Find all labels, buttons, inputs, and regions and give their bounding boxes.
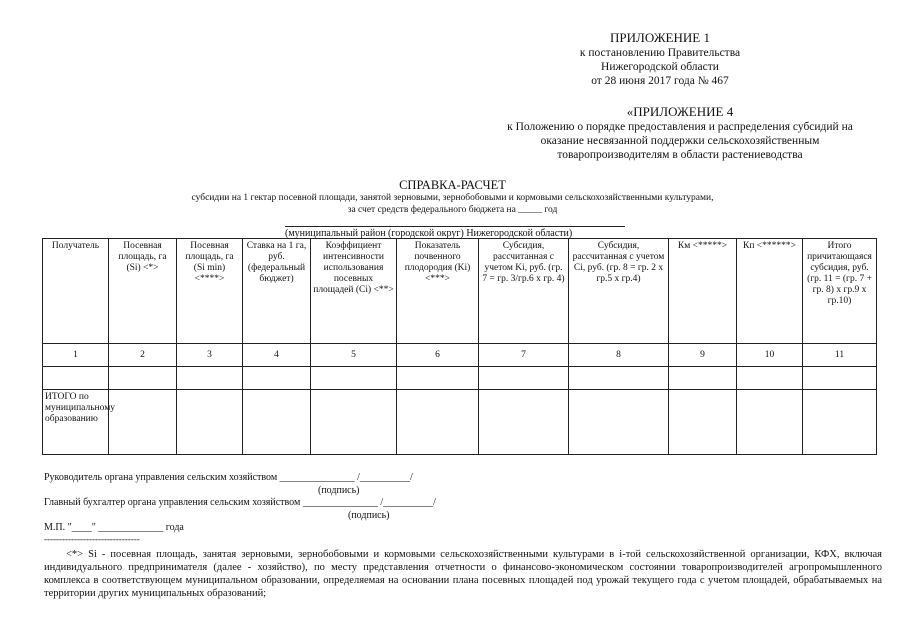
accountant-signature-line: Главный бухгалтер органа управления сельским хозяйством _______________ /__________/ — [44, 497, 436, 508]
column-number: 4 — [243, 344, 311, 367]
header-cell: Получатель — [43, 239, 109, 344]
annex-4-line: к Положению о порядке предоставления и распределения субсидий на — [507, 121, 853, 133]
table-cell — [569, 390, 669, 455]
annex-4-heading: «ПРИЛОЖЕНИЕ 4 — [626, 104, 734, 119]
table-cell — [397, 390, 479, 455]
header-cell: Посевная площадь, га (Si min) <****> — [177, 239, 243, 344]
annex-4-line: товаропроизводителям в области растениеводства — [557, 149, 803, 161]
header-cell: Посевная площадь, га (Si) <*> — [109, 239, 177, 344]
column-number: 2 — [109, 344, 177, 367]
accountant-signature-caption: (подпись) — [348, 510, 390, 521]
column-number: 9 — [669, 344, 737, 367]
table-cell — [43, 367, 109, 390]
head-signature-caption: (подпись) — [318, 485, 360, 496]
head-signature-line: Руководитель органа управления сельским хозяйством _______________ /__________/ — [44, 472, 413, 483]
table-cell — [737, 390, 803, 455]
document-subtitle — [60, 192, 845, 216]
table-cell — [737, 367, 803, 390]
column-number: 7 — [479, 344, 569, 367]
table-cell — [109, 390, 177, 455]
table-cell — [479, 367, 569, 390]
table-header-row — [43, 239, 877, 344]
table-cell — [397, 367, 479, 390]
annex-1-line: Нижегородской области — [601, 61, 719, 73]
district-caption: (муниципальный район (городской округ) Нижегородской области) — [285, 226, 625, 239]
table-cell — [311, 367, 397, 390]
table-cell — [669, 367, 737, 390]
table-cell — [177, 367, 243, 390]
table-cell — [569, 367, 669, 390]
column-number: 8 — [569, 344, 669, 367]
annex-1-heading: ПРИЛОЖЕНИЕ 1 — [610, 30, 710, 45]
header-cell: Коэффициент интенсивности использования посевных площадей (Ci) <**> — [311, 239, 397, 344]
column-number: 3 — [177, 344, 243, 367]
table-cell — [311, 390, 397, 455]
header-cell: Ставка на 1 га, руб. (федеральный бюджет) — [243, 239, 311, 344]
header-cell: Показатель почвенного плодородия (Ki) <***> — [397, 239, 479, 344]
column-number: 5 — [311, 344, 397, 367]
header-cell: Итого причитающаяся субсидия, руб. (гр. 11 = (гр. 7 + гр. 8) х гр.9 х гр.10) — [803, 239, 877, 344]
annex-1-block — [520, 30, 800, 88]
stamp-date-line: М.П. "____" _____________ года — [44, 522, 184, 533]
annex-1-line: от 28 июня 2017 года № 467 — [591, 75, 729, 87]
total-label: ИТОГО по муниципальному образованию — [43, 390, 109, 455]
annex-4-block — [470, 104, 890, 162]
table-cell — [177, 390, 243, 455]
subtitle-line: субсидии на 1 гектар посевной площади, занятой зерновыми, зернобобовыми и кормовыми сельскохозяйственными культурами, — [191, 193, 714, 203]
header-cell: Субсидия, рассчитанная с учетом Ci, руб. (гр. 8 = гр. 2 х гр.5 х гр.4) — [569, 239, 669, 344]
table-number-row — [43, 344, 877, 367]
header-cell: Кп <******> — [737, 239, 803, 344]
table-cell — [479, 390, 569, 455]
table-cell — [803, 390, 877, 455]
calculation-table — [42, 238, 877, 455]
table-total-row — [43, 390, 877, 455]
annex-1-line: к постановлению Правительства — [579, 47, 741, 59]
column-number: 6 — [397, 344, 479, 367]
table-row — [43, 367, 877, 390]
footnote-separator: -------------------------------- — [44, 534, 140, 544]
column-number: 1 — [43, 344, 109, 367]
footnote-text: <*> Si - посевная площадь, занятая зерновыми, зернобобовыми и кормовыми сельскохозяйственными культурами в i-той сельскохозяйственной организации, КФХ, включая индивидуального предпринимателя (далее - хозяйство), по месту представления отчетности о финансово-экономическом состоянии товаропроизводителей агропромышленного комплекса в соответствующем муниципальном образовании, определяемая на основании плана посевных площадей под урожай текущего года с учетом площадей, обрабатываемых на территории других муниципальных образований; — [44, 549, 882, 599]
column-number: 11 — [803, 344, 877, 367]
subtitle-line: за счет средств федерального бюджета на _____ год — [347, 205, 558, 215]
document-title: СПРАВКА-РАСЧЕТ — [399, 178, 506, 192]
header-cell: Км <*****> — [669, 239, 737, 344]
annex-4-line: оказание несвязанной поддержки сельскохозяйственным — [540, 135, 820, 147]
table-cell — [109, 367, 177, 390]
table-cell — [243, 367, 311, 390]
table-cell — [243, 390, 311, 455]
header-cell: Субсидия, рассчитанная с учетом Ki, руб. (гр. 7 = гр. 3/гр.6 х гр. 4) — [479, 239, 569, 344]
table-cell — [803, 367, 877, 390]
table-cell — [669, 390, 737, 455]
column-number: 10 — [737, 344, 803, 367]
